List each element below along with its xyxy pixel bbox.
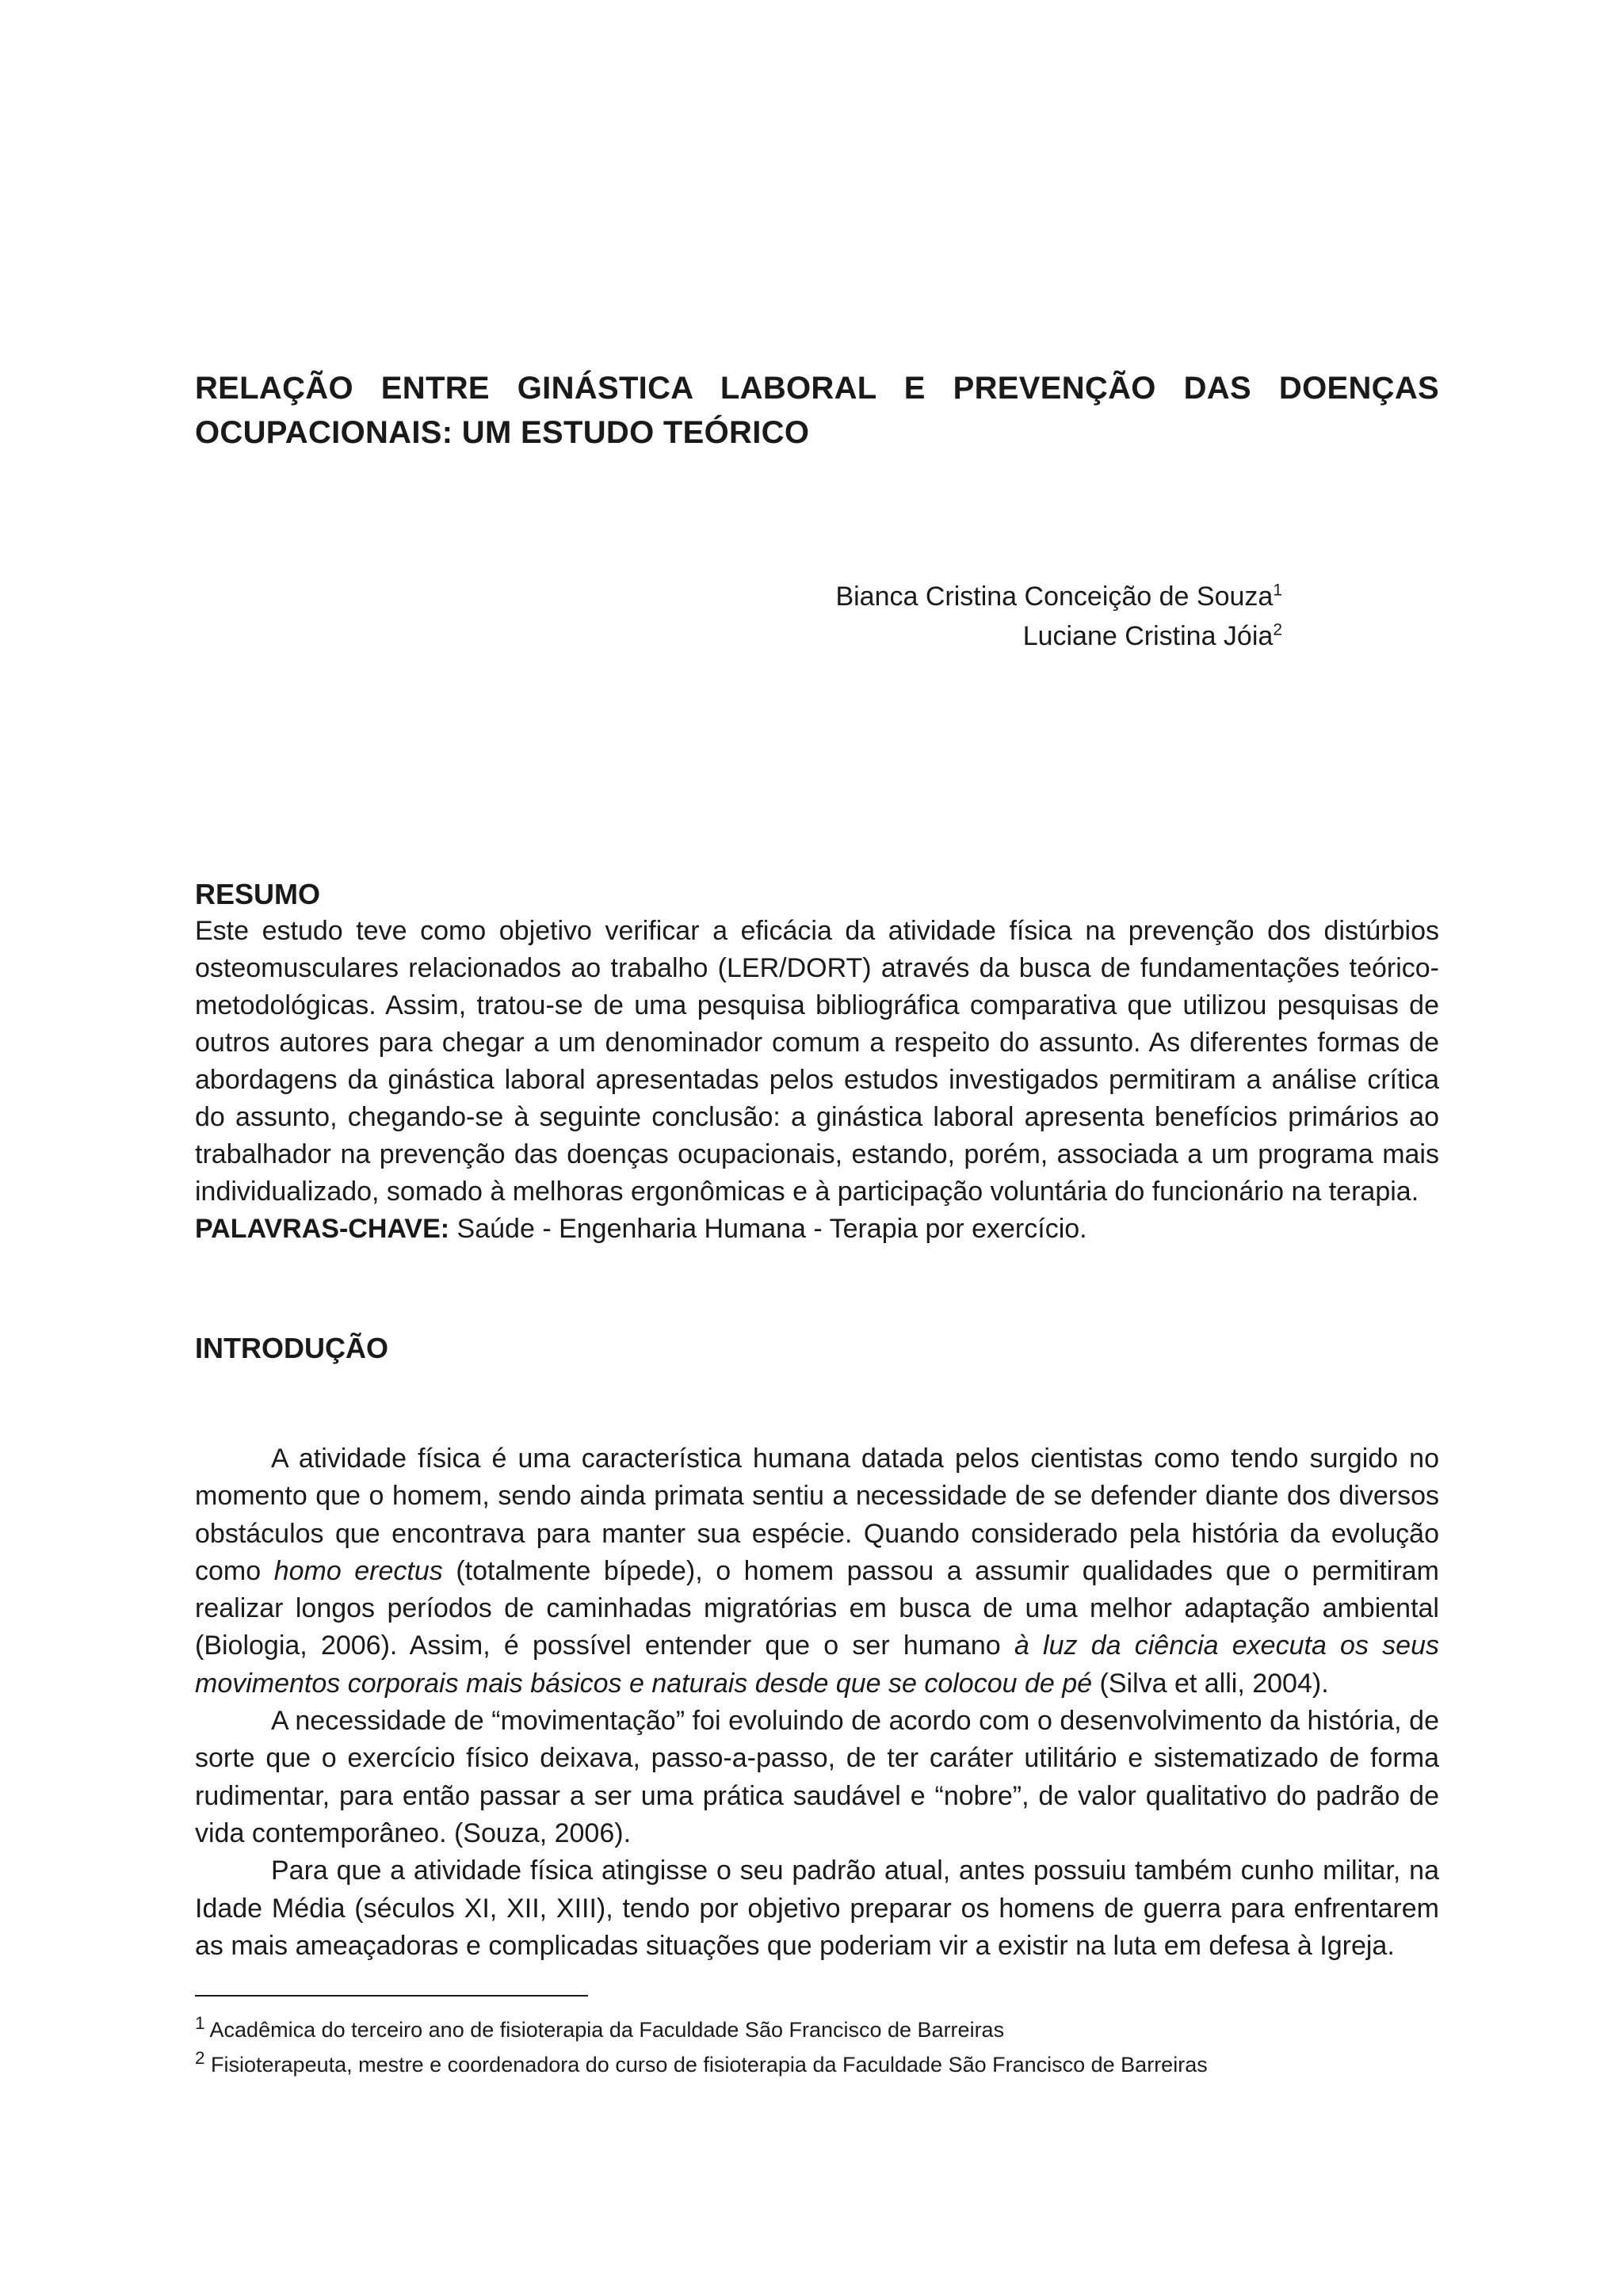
- footnote-marker: 1: [1273, 581, 1282, 600]
- author-line: [835, 616, 1282, 656]
- footnote-divider: [195, 1995, 588, 1997]
- text-run: A atividade física é uma característica humana datada pelos cientistas como tendo surgido no momento que o homem, sendo ainda primata sentiu a necessidade de se defender diante dos diversos obstáculos que encontrava para manter sua espécie. Quando considerado pela história da evolução como: [195, 1444, 1439, 1586]
- paragraph: A necessidade de “movimentação” foi evoluindo de acordo com o desenvolvimento da história, de sorte que o exercício físico deixava, passo-a-passo, de ter caráter utilitário e sistematizado de forma rudimentar, para então passar a ser uma prática saudável e “nobre”, de valor qualitativo do padrão de vida contemporâneo. (Souza, 2006).: [195, 1706, 1439, 1848]
- author-list: [835, 577, 1282, 656]
- paragraph: Para que a atividade física atingisse o seu padrão atual, antes possuiu também cunho militar, na Idade Média (séculos XI, XII, XIII), tendo por objetivo preparar os homens de guerra para enfrentarem as mais ameaçadoras e complicadas situações que poderiam vir a existir na luta em defesa à Igreja.: [195, 1855, 1439, 1961]
- paper-title: RELAÇÃO ENTRE GINÁSTICA LABORAL E PREVENÇÃO DAS DOENÇAS OCUPACIONAIS: UM ESTUDO TEÓRICO: [195, 371, 1439, 450]
- author-name: Luciane Cristina Jóia: [1022, 621, 1274, 651]
- footnote-marker: 2: [195, 2048, 205, 2068]
- footnote-text: Acadêmica do terceiro ano de fisioterapia da Faculdade São Francisco de Barreiras: [204, 2018, 1005, 2042]
- abstract-section: [195, 913, 1439, 1248]
- footnote: [195, 2009, 1439, 2044]
- keywords-line: [195, 1211, 1439, 1248]
- footnote: [195, 2044, 1439, 2079]
- footnote-text: Fisioterapeuta, mestre e coordenadora do curso de fisioterapia da Faculdade São Francisco de Barreiras: [204, 2053, 1208, 2077]
- footnote-marker: 1: [195, 2013, 205, 2033]
- italic-term: homo erectus: [273, 1555, 443, 1586]
- author-line: [835, 577, 1282, 616]
- introduction-section: [195, 1440, 1439, 1965]
- keywords-label: PALAVRAS-CHAVE:: [195, 1214, 450, 1244]
- footnotes: [195, 2009, 1439, 2079]
- introduction-heading: INTRODUÇÃO: [195, 1332, 388, 1364]
- abstract-text: Este estudo teve como objetivo verificar a eficácia da atividade física na prevenção dos distúrbios osteomusculares relacionados ao trabalho (LER/DORT) através da busca de fundamentações teórico-metodológicas. Assim, tratou-se de uma pesquisa bibliográfica comparativa que utilizou pesquisas de outros autores para chegar a um denominador comum a respeito do assunto. As diferentes formas de abordagens da ginástica laboral apresentadas pelos estudos investigados permitiram a análise crítica do assunto, chegando-se à seguinte conclusão: a ginástica laboral apresenta benefícios primários ao trabalhador na prevenção das doenças ocupacionais, estando, porém, associada a um programa mais individualizado, somado à melhoras ergonômicas e à participação voluntária do funcionário na terapia.: [195, 916, 1439, 1207]
- abstract-heading: RESUMO: [195, 878, 321, 910]
- paragraph: [195, 1440, 1439, 1703]
- footnote-marker: 2: [1273, 620, 1282, 639]
- text-run: (totalmente bípede), o homem passou a assumir qualidades que o permitiram realizar longos períodos de caminhadas migratórias em busca de uma melhor adaptação ambiental (Biologia, 2006). Assim, é possível entender que o ser humano: [195, 1555, 1440, 1661]
- author-name: Bianca Cristina Conceição de Souza: [835, 582, 1274, 612]
- keywords-text: Saúde - Engenharia Humana - Terapia por exercício.: [449, 1214, 1087, 1244]
- citation: (Silva et alli, 2004).: [1092, 1668, 1329, 1699]
- italic-quote: à luz da ciência executa os seus movimentos corporais mais básicos e naturais desde que se colocou de pé: [195, 1630, 1439, 1699]
